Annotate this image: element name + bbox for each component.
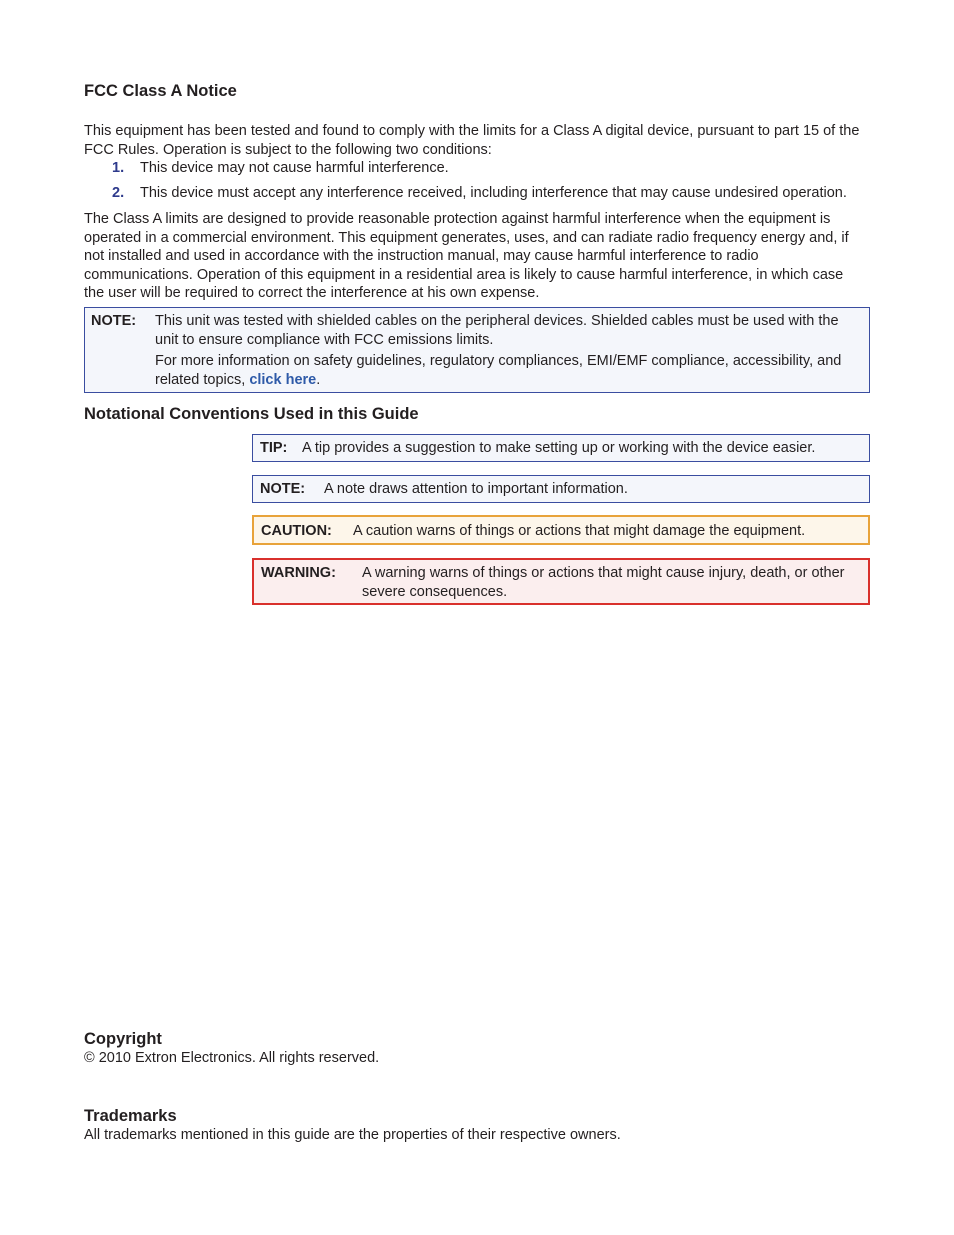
note-line-1: This unit was tested with shielded cables on the peripheral devices. Shielded cables must be used with the unit to ensure compliance with FCC emissions limits. xyxy=(155,313,839,348)
list-item xyxy=(84,159,884,184)
click-here-link[interactable]: click here xyxy=(249,371,317,388)
list-item xyxy=(84,184,884,209)
list-number: 2. xyxy=(112,185,125,201)
fcc-intro-paragraph: This equipment has been tested and found to comply with the limits for a Class A digital device, pursuant to part 15 of the FCC Rules. Operation is subject to the following two conditions: xyxy=(84,123,860,158)
caution-label: CAUTION: xyxy=(261,523,332,539)
caution-box xyxy=(252,515,870,545)
tip-box xyxy=(252,434,870,462)
tip-text: A tip provides a suggestion to make setting up or working with the device easier. xyxy=(302,440,816,456)
note-label: NOTE: xyxy=(91,313,137,329)
caution-text: A caution warns of things or actions that might damage the equipment. xyxy=(353,523,806,539)
trademarks-text: All trademarks mentioned in this guide are the properties of their respective owners. xyxy=(84,1127,621,1143)
tip-label: TIP: xyxy=(260,440,288,456)
list-item-text: This device must accept any interference received, including interference that may cause undesired operation. xyxy=(140,185,847,201)
trademarks-heading: Trademarks xyxy=(84,1107,177,1125)
copyright-heading: Copyright xyxy=(84,1030,162,1048)
list-item-text: This device may not cause harmful interference. xyxy=(140,160,449,176)
fcc-heading: FCC Class A Notice xyxy=(84,82,237,100)
note-convention-label: NOTE: xyxy=(260,481,306,497)
warning-label: WARNING: xyxy=(261,565,336,581)
fcc-limits-paragraph: The Class A limits are designed to provide reasonable protection against harmful interference when the equipment is operated in a commercial environment. This equipment generates, uses, and can radiate radio frequency energy and, if not installed and used in accordance with the instruction manual, may cause harmful interference to radio communications. Operation of this equipment in a residential area is likely to cause harmful interference, in which case the user will be required to correct the interference at his own expense. xyxy=(84,211,849,301)
list-number: 1. xyxy=(112,160,125,176)
copyright-text: © 2010 Extron Electronics. All rights reserved. xyxy=(84,1050,380,1066)
conventions-heading: Notational Conventions Used in this Guide xyxy=(84,405,419,423)
warning-text: A warning warns of things or actions that might cause injury, death, or other severe consequences. xyxy=(362,565,845,600)
note-line-2-suffix: . xyxy=(316,371,321,388)
note-line-2 xyxy=(155,352,865,389)
note-text xyxy=(155,312,865,389)
note-convention-text: A note draws attention to important information. xyxy=(324,481,628,497)
note-convention-box xyxy=(252,475,870,503)
fcc-conditions-list xyxy=(84,159,884,209)
warning-box xyxy=(252,558,870,605)
note-line-2-prefix: For more information on safety guidelines, regulatory compliances, EMI/EMF compliance, accessibility, and related topics, xyxy=(155,353,842,388)
fcc-note-box xyxy=(84,307,870,393)
